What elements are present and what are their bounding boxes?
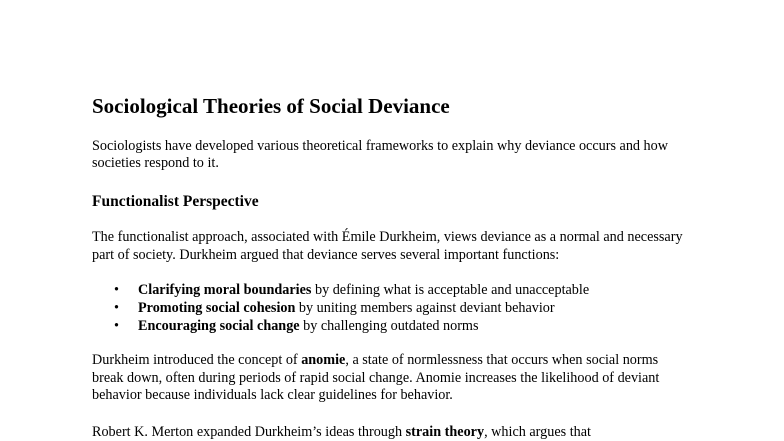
intro-paragraph: Sociologists have developed various theoretical frameworks to explain why deviance occurs and how societies respond to it. xyxy=(92,138,668,171)
functionalist-paragraph: The functionalist approach, associated with Émile Durkheim, views deviance as a normal and necessary part of society. Durkheim argued that deviance serves several important functions: xyxy=(92,229,683,263)
section-heading-functionalist: Functionalist Perspective xyxy=(92,193,259,210)
bullet-icon: • xyxy=(114,300,119,316)
merton-paragraph xyxy=(92,424,692,441)
merton-text-before: Robert K. Merton expanded Durkheim’s ideas through xyxy=(92,424,406,440)
document-title: Sociological Theories of Social Deviance xyxy=(92,94,450,118)
anomie-term: anomie xyxy=(301,352,346,368)
bullet-bold-text: Encouraging social change xyxy=(138,318,300,334)
bullet-text: by uniting members against deviant behavior xyxy=(295,300,555,316)
bullet-bold-text: Promoting social cohesion xyxy=(138,300,296,316)
merton-text-after: , which argues that xyxy=(484,424,591,440)
bullet-icon: • xyxy=(114,318,119,334)
strain-theory-term: strain theory xyxy=(405,424,485,440)
bullet-item xyxy=(92,317,589,335)
anomie-paragraph xyxy=(92,352,692,405)
anomie-text-before: Durkheim introduced the concept of xyxy=(92,352,302,368)
bullet-text: by defining what is acceptable and unacceptable xyxy=(311,282,590,298)
bullet-item xyxy=(92,281,589,299)
bullet-item xyxy=(92,299,589,317)
functions-bullet-list xyxy=(92,281,589,335)
anomie-text-after: , a state of normlessness that occurs when social norms break down, often during periods of rapid social change. Anomie increases the likelihood of deviant behavior because individuals lack clear guidelines for behavior. xyxy=(92,352,660,403)
bullet-icon: • xyxy=(114,282,119,298)
bullet-bold-text: Clarifying moral boundaries xyxy=(138,282,312,298)
bullet-text: by challenging outdated norms xyxy=(299,318,479,334)
